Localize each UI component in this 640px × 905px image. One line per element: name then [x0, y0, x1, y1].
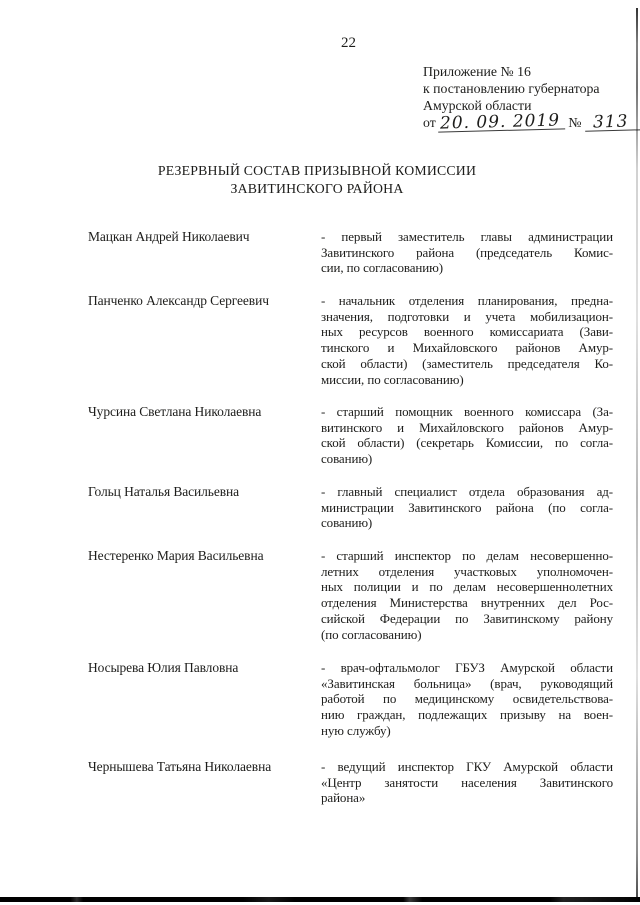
appendix-line-3: Амурской области	[423, 97, 532, 113]
member-name: Панченко Александр Сергеевич	[88, 293, 269, 308]
member-name: Чернышева Татьяна Николаевна	[88, 759, 272, 774]
member-position	[321, 548, 613, 642]
position-line: «Завитинская больница» (врач, руководящий	[321, 675, 613, 691]
position-line: - главный специалист отдела образования ад-	[321, 484, 613, 499]
position-line: - врач-офтальмолог ГБУЗ Амурской области	[321, 660, 613, 675]
commission-member-row	[88, 404, 613, 467]
commission-member-row	[88, 293, 613, 387]
position-line: района»	[321, 790, 366, 806]
position-line: ской области) (секретарь Комиссии, по согла-	[321, 435, 613, 451]
position-line: ных ресурсов военного комиссариата (Зави-	[321, 324, 613, 340]
member-position	[321, 484, 613, 531]
date-prefix: от	[423, 115, 436, 131]
position-line: сии, по согласованию)	[321, 260, 443, 276]
position-line: (по согласованию)	[321, 626, 422, 642]
member-position	[321, 759, 613, 806]
commission-member-row	[88, 660, 613, 739]
position-line: ных полиции и по делам несовершеннолетних	[321, 579, 613, 595]
member-name: Носырева Юлия Павловна	[88, 660, 239, 675]
position-line: витинского и Михайловского районов Амур-	[321, 419, 613, 435]
member-position	[321, 293, 613, 387]
member-name: Мацкан Андрей Николаевич	[88, 229, 250, 244]
handwritten-number: 313	[584, 115, 640, 132]
position-line: ской области) (заместитель председателя Ко-	[321, 355, 613, 371]
appendix-line-1: Приложение № 16	[423, 64, 531, 79]
appendix-block	[423, 64, 629, 134]
position-line: тинского и Михайловского районов Амур-	[321, 340, 613, 356]
position-line: летних отделения участковых уполномочен-	[321, 563, 613, 579]
member-name: Гольц Наталья Васильевна	[88, 484, 240, 499]
commission-member-row	[88, 759, 613, 806]
position-line: миссии, по согласованию)	[321, 371, 464, 387]
position-line: - старший помощник военного комиссара (За-	[321, 404, 613, 419]
position-line: работой по медицинскому освидетельствова-	[321, 691, 613, 707]
appendix-date-line	[423, 110, 629, 134]
position-line: значения, подготовки и учета мобилизацион-	[321, 308, 613, 324]
scan-artifact-right-line	[636, 8, 638, 898]
handwritten-date: 20. 09. 2019	[438, 114, 566, 133]
position-line: ную службу)	[321, 722, 391, 738]
position-line: - первый заместитель главы администрации	[321, 229, 613, 244]
commission-member-row	[88, 484, 613, 531]
position-line: - начальник отделения планирования, предна-	[321, 293, 613, 308]
position-line: сийской Федерации по Завитинскому району	[321, 610, 613, 626]
member-position	[321, 229, 613, 276]
document-title-line-1: РЕЗЕРВНЫЙ СОСТАВ ПРИЗЫВНОЙ КОМИССИИ	[157, 163, 477, 178]
document-title	[20, 162, 614, 198]
member-position	[321, 660, 613, 739]
position-line: сованию)	[321, 451, 373, 467]
position-line: сованию)	[321, 515, 373, 531]
position-line: Завитинского района (председатель Комис-	[321, 244, 613, 260]
commission-member-row	[88, 229, 613, 276]
appendix-line-2: к постановлению губернатора	[423, 80, 600, 96]
position-line: министрации Завитинского района (по согла-	[321, 499, 613, 515]
position-line: нию граждан, подлежащих призыву на воен-	[321, 707, 613, 723]
document-title-line-2: ЗАВИТИНСКОГО РАЙОНА	[230, 180, 404, 196]
member-position	[321, 404, 613, 467]
position-line: - ведущий инспектор ГКУ Амурской области	[321, 759, 613, 774]
scan-artifact-bottom-bar	[0, 897, 640, 902]
number-sign: №	[568, 115, 582, 131]
member-name: Чурсина Светлана Николаевна	[88, 404, 262, 419]
member-name: Нестеренко Мария Васильевна	[88, 548, 264, 563]
position-line: «Центр занятости населения Завитинского	[321, 774, 613, 790]
page-number: 22	[341, 35, 356, 51]
position-line: отделения Министерства внутренних дел Рос-	[321, 595, 613, 611]
commission-member-row	[88, 548, 613, 642]
position-line: - старший инспектор по делам несовершенно-	[321, 548, 613, 563]
